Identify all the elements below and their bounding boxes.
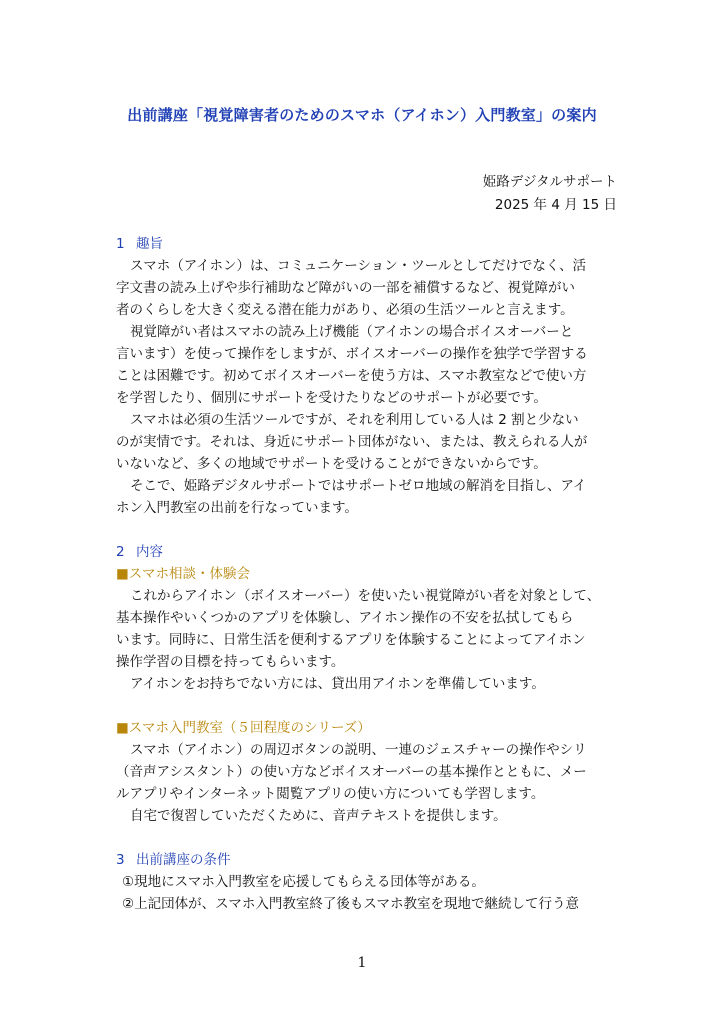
paragraph-line: います。同時に、日常生活を便利するアプリを体験することによってアイホン: [116, 632, 586, 648]
subsection-heading-consultation: ■スマホ相談・体験会: [116, 566, 250, 582]
paragraph-line: 視覚障がい者はスマホの読み上げ機能（アイホンの場合ボイスオーバーと: [130, 324, 574, 340]
section-title: 内容: [136, 544, 163, 560]
condition-item: ①現地にスマホ入門教室を応援してもらえる団体等がある。: [122, 874, 485, 890]
paragraph-line: 自宅で復習していただくために、音声テキストを提供します。: [130, 808, 507, 824]
paragraph-line: そこで、姫路デジタルサポートではサポートゼロ地域の解消を目指し、アイ: [130, 478, 587, 494]
section-gap: [116, 827, 626, 849]
paragraph-line: 者のくらしを大きく変える潜在能力があり、必須の生活ツールと言えます。: [116, 302, 574, 318]
paragraph-line: を学習したり、個別にサポートを受けたりなどのサポートが必要です。: [116, 390, 547, 406]
paragraph-line: スマホ（アイホン）は、コミュニケーション・ツールとしてだけでなく、活: [130, 258, 587, 274]
page-number: 1: [357, 955, 367, 971]
subsection-gap: [116, 695, 626, 717]
subsection-heading-intro-class: ■スマホ入門教室（５回程度のシリーズ）: [116, 720, 371, 736]
section-gap: [116, 519, 626, 541]
paragraph-line: 操作学習の目標を持ってもらいます。: [116, 654, 345, 670]
paragraph-line: （音声アシスタント）の使い方などボイスオーバーの基本操作とともに、メー: [116, 764, 587, 780]
organization-name: 姫路デジタルサポート: [482, 174, 617, 190]
document-body: [116, 233, 626, 915]
paragraph-line: スマホ（アイホン）の周辺ボタンの説明、一連のジェスチャーの操作やシリ: [130, 742, 587, 758]
condition-item: ②上記団体が、スマホ入門教室終了後もスマホ教室を現地で継続して行う意: [122, 896, 580, 912]
section-title: 趣旨: [136, 236, 163, 252]
paragraph-line: ルアプリやインターネット閲覧アプリの使い方についても学習します。: [116, 786, 545, 802]
paragraph-line: これからアイホン（ボイスオーバー）を使いたい視覚障がい者を対象として、: [130, 588, 601, 604]
section-number: 1: [116, 236, 125, 252]
section-heading-contents: [116, 541, 626, 563]
document-title: 出前講座「視覚障害者のためのスマホ（アイホン）入門教室」の案内: [127, 106, 597, 124]
paragraph-line: アイホンをお持ちでない方には、貸出用アイホンを準備しています。: [130, 676, 545, 692]
paragraph-line: 言います）を使って操作をしますが、ボイスオーバーの操作を独学で学習する: [116, 346, 588, 362]
paragraph-line: 字文書の読み上げや歩行補助など障がいの一部を補償するなど、視覚障がい: [116, 280, 575, 296]
paragraph-line: スマホは必須の生活ツールですが、それを利用している人は 2 割と少ない: [130, 412, 579, 428]
section-heading-purpose: [116, 233, 626, 255]
paragraph-line: のが実情です。それは、身近にサポート団体がない、または、教えられる人が: [116, 434, 588, 450]
paragraph-line: ホン入門教室の出前を行なっています。: [116, 500, 358, 516]
paragraph-line: 基本操作やいくつかのアプリを体験し、アイホン操作の不安を払拭してもら: [116, 610, 574, 626]
paragraph-line: いないなど、多くの地域でサポートを受けることができないからです。: [116, 456, 547, 472]
paragraph-line: ことは困難です。初めてボイスオーバーを使う方は、スマホ教室などで使い方: [116, 368, 587, 384]
document-meta: [483, 171, 617, 217]
section-title: 出前講座の条件: [136, 852, 231, 868]
document-date: 2025 年 4 月 15 日: [494, 197, 617, 213]
section-number: 3: [116, 852, 125, 868]
section-heading-conditions: [116, 849, 626, 871]
section-number: 2: [116, 544, 125, 560]
